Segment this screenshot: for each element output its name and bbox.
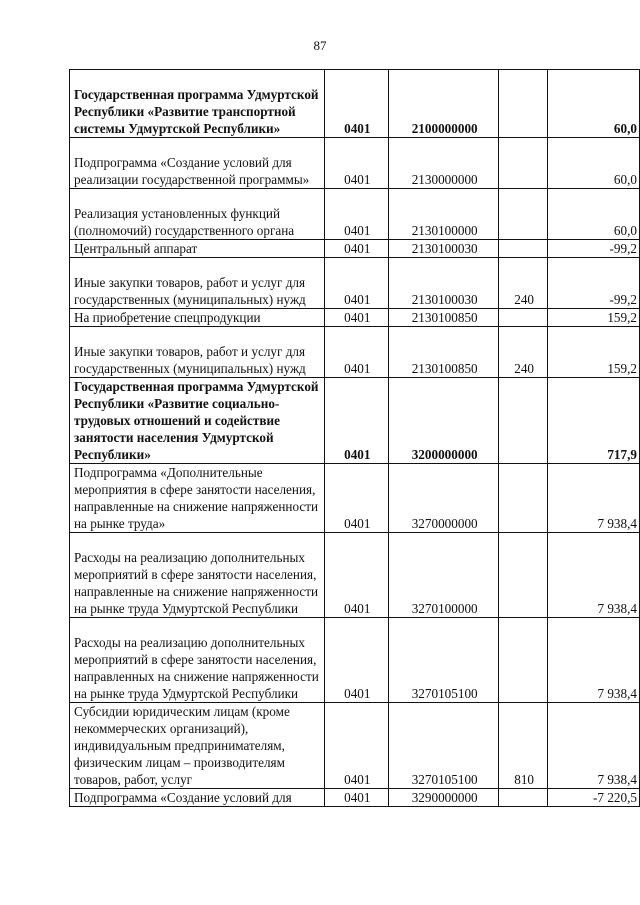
table-row — [70, 327, 640, 378]
row-section-cell: 0401 — [324, 327, 388, 378]
row-amount-cell: -99,2 — [547, 258, 639, 309]
table-row — [70, 789, 640, 807]
row-amount-cell: -7 220,5 — [547, 789, 639, 807]
row-name-cell: Государственная программа Удмуртской Республики «Развитие социально-трудовых отношений и содействие занятости населения Удмуртской Республики» — [70, 378, 325, 464]
row-name-cell: Иные закупки товаров, работ и услуг для государственных (муниципальных) нужд — [70, 258, 325, 309]
table-row — [70, 533, 640, 618]
row-amount-cell: 7 938,4 — [547, 533, 639, 618]
row-section-cell: 0401 — [324, 703, 388, 789]
table-row — [70, 189, 640, 240]
row-section-cell: 0401 — [324, 789, 388, 807]
row-expense-type-cell — [499, 464, 548, 533]
row-amount-cell: 717,9 — [547, 378, 639, 464]
budget-table — [69, 69, 640, 807]
row-name-cell: Подпрограмма «Дополнительные мероприятия в сфере занятости населения, направленные на снижение напряженности на рынке труда» — [70, 464, 325, 533]
row-section-cell: 0401 — [324, 533, 388, 618]
row-name-cell: Реализация установленных функций (полномочий) государственного органа — [70, 189, 325, 240]
row-amount-cell: 7 938,4 — [547, 618, 639, 703]
row-amount-cell: 159,2 — [547, 309, 639, 327]
row-amount-cell: 7 938,4 — [547, 464, 639, 533]
table-row — [70, 464, 640, 533]
row-target-code-cell: 2130100030 — [389, 240, 499, 258]
row-section-cell: 0401 — [324, 258, 388, 309]
row-section-cell: 0401 — [324, 240, 388, 258]
row-target-code-cell: 2130000000 — [389, 138, 499, 189]
row-section-cell: 0401 — [324, 138, 388, 189]
row-amount-cell: 60,0 — [547, 138, 639, 189]
row-expense-type-cell — [499, 240, 548, 258]
table-row — [70, 138, 640, 189]
budget-table-body — [70, 70, 640, 807]
row-target-code-cell: 2130100850 — [389, 309, 499, 327]
row-name-cell: На приобретение спецпродукции — [70, 309, 325, 327]
row-target-code-cell: 3270000000 — [389, 464, 499, 533]
row-name-cell: Центральный аппарат — [70, 240, 325, 258]
row-target-code-cell: 3200000000 — [389, 378, 499, 464]
table-row — [70, 378, 640, 464]
row-target-code-cell: 3270100000 — [389, 533, 499, 618]
row-expense-type-cell: 240 — [499, 258, 548, 309]
row-target-code-cell: 3270105100 — [389, 618, 499, 703]
row-amount-cell: 60,0 — [547, 70, 639, 138]
row-name-cell: Расходы на реализацию дополнительных мероприятий в сфере занятости населения, направленных на снижение напряженности на рынке труда Удмуртской Республики — [70, 618, 325, 703]
row-expense-type-cell: 240 — [499, 327, 548, 378]
row-section-cell: 0401 — [324, 70, 388, 138]
table-row — [70, 703, 640, 789]
row-amount-cell: 159,2 — [547, 327, 639, 378]
row-expense-type-cell — [499, 789, 548, 807]
row-section-cell: 0401 — [324, 189, 388, 240]
row-name-cell: Подпрограмма «Создание условий для — [70, 789, 325, 807]
row-expense-type-cell — [499, 70, 548, 138]
row-section-cell: 0401 — [324, 618, 388, 703]
row-expense-type-cell — [499, 309, 548, 327]
table-row — [70, 70, 640, 138]
row-section-cell: 0401 — [324, 464, 388, 533]
row-name-cell: Расходы на реализацию дополнительных мероприятий в сфере занятости населения, направленные на снижение напряженности на рынке труда Удмуртской Республики — [70, 533, 325, 618]
table-row — [70, 618, 640, 703]
row-target-code-cell: 2100000000 — [389, 70, 499, 138]
row-name-cell: Государственная программа Удмуртской Республики «Развитие транспортной системы Удмуртской Республики» — [70, 70, 325, 138]
row-name-cell: Иные закупки товаров, работ и услуг для государственных (муниципальных) нужд — [70, 327, 325, 378]
row-section-cell: 0401 — [324, 378, 388, 464]
row-name-cell: Субсидии юридическим лицам (кроме некоммерческих организаций), индивидуальным предпринимателям, физическим лицам – производителям товаров, работ, услуг — [70, 703, 325, 789]
row-amount-cell: 60,0 — [547, 189, 639, 240]
row-amount-cell: -99,2 — [547, 240, 639, 258]
row-amount-cell: 7 938,4 — [547, 703, 639, 789]
row-expense-type-cell — [499, 618, 548, 703]
row-target-code-cell: 3290000000 — [389, 789, 499, 807]
row-expense-type-cell — [499, 189, 548, 240]
row-section-cell: 0401 — [324, 309, 388, 327]
row-target-code-cell: 2130100030 — [389, 258, 499, 309]
row-expense-type-cell — [499, 533, 548, 618]
row-target-code-cell: 3270105100 — [389, 703, 499, 789]
row-name-cell: Подпрограмма «Создание условий для реализации государственной программы» — [70, 138, 325, 189]
page-number: 87 — [313, 38, 327, 53]
table-row — [70, 240, 640, 258]
row-target-code-cell: 2130100000 — [389, 189, 499, 240]
row-target-code-cell: 2130100850 — [389, 327, 499, 378]
row-expense-type-cell — [499, 138, 548, 189]
row-expense-type-cell — [499, 378, 548, 464]
table-row — [70, 309, 640, 327]
row-expense-type-cell: 810 — [499, 703, 548, 789]
table-row — [70, 258, 640, 309]
